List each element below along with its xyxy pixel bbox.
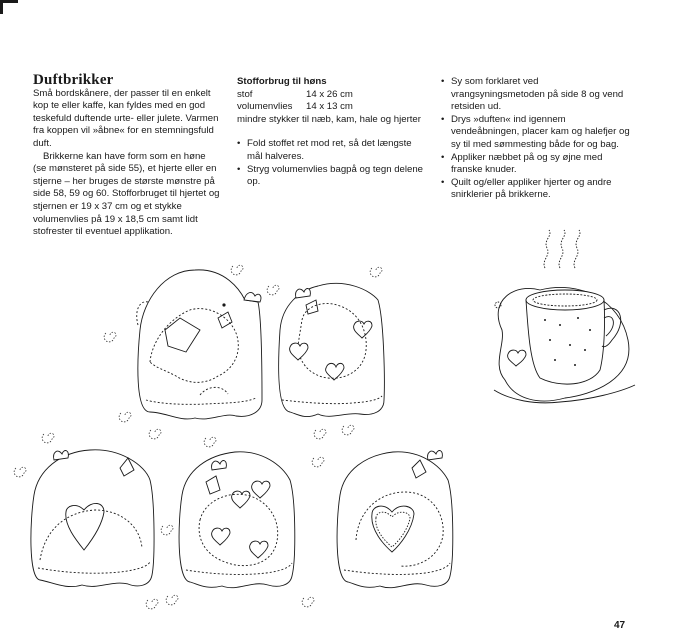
hen-coaster-1 <box>137 270 262 419</box>
list-item: • Appliker næbbet på og sy øjne med franske knuder. <box>441 152 631 177</box>
page-title: Duftbrikker <box>33 72 114 88</box>
list-item: • Sy som forklaret ved vrangsyningsmetoden på side 8 og vend retsiden ud. <box>441 76 631 114</box>
material-extra: mindre stykker til næb, kam, hale og hjerter <box>237 113 421 125</box>
hen-coaster-3 <box>31 450 154 587</box>
materials-heading: Stofforbrug til høns <box>237 76 327 87</box>
list-item: • Quilt og/eller appliker hjerter og andre snirklerier på brikkerne. <box>441 177 631 202</box>
material-name: volumenvlies <box>237 101 293 113</box>
hen-coaster-4 <box>179 452 295 588</box>
material-size: 14 x 13 cm <box>306 101 353 113</box>
material-size: 14 x 26 cm <box>306 88 353 100</box>
intro-paragraph-2: Brikkerne kan have form som en høne (se mønsteret på side 55), et hjerte eller en stjerne – her bruges de største mønstre på side 58, 59 og 60. Stofforbruget til hjertet og stjernen er 19 x 37 cm og et stykke volumenvlies på 19 x 18,5 cm samt lidt stofrester til eventuel applikation. <box>33 150 220 238</box>
list-item: • Fold stoffet ret mod ret, så det længste mål halveres. <box>237 138 427 163</box>
cup-coaster <box>494 230 635 403</box>
intro-paragraph-1: Små bordskånere, der passer til en enkelt kop te eller kaffe, kan fyldes med en god teskefuld duftende urte- eller julete. Varmen fra koppen vil »åbne« for en stemningsfuld duft. <box>33 87 219 149</box>
list-item: • Drys »duften« ind igennem vendeåbningen, placer kam og halefjer og sy til med sømmesting både for og bag. <box>441 114 631 152</box>
swirl-decorations <box>14 265 382 609</box>
hen-coaster-2 <box>279 283 385 416</box>
list-item: • Stryg volumenvlies bagpå og tegn delene op. <box>237 164 427 189</box>
page-number: 47 <box>614 620 626 631</box>
hen-coaster-5 <box>337 451 453 588</box>
material-name: stof <box>237 88 253 100</box>
